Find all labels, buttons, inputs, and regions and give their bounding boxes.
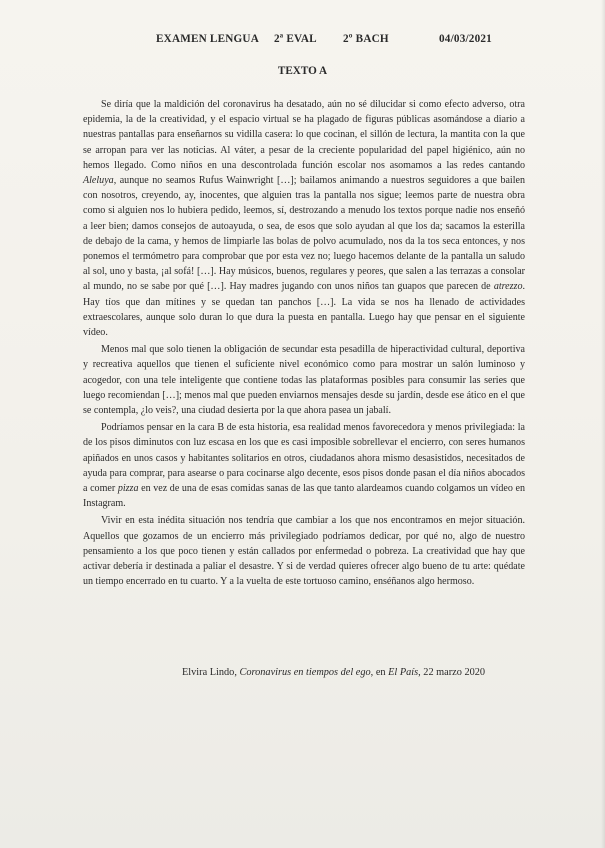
exam-evaluation: 2ª EVAL: [274, 33, 317, 45]
text-run: en vez de una de esas comidas sanas de las que tanto alardeamos cuando colgamos un vídeo en Instagram.: [83, 483, 525, 510]
text-run: Menos mal que solo tienen la obligación de secundar esta pesadilla de hiperactividad cultural, deportiva y recreativa aquellos que tienen el suficiente nivel económico como para mostrar un salón luminoso y acogedor, con una tele inteligente que contiene todas las plataformas posibles para consumir las series que luego recomiendan […]; menos mal que pueden enviarnos mensajes desde su jardín, desde ese ático en el que se contempla, ¿lo veis?, una ciudad desierta por la que ahora pasea un jabalí.: [83, 344, 525, 417]
text-run: , aunque no seamos Rufus Wainwright […]; bailamos animando a nuestros seguidores a que bailen con nosotros, creyendo, ay, inocentes, que alguien tras la pantalla nos sigue; leemos parte de nuestra obra como si alguien nos lo hubiera pedido, leemos, sí, destrozando a menudo los textos porque nadie nos enseñó a leer bien; damos consejos de autoayuda, o sea, de esos que solo ayudan al que los da; sacamos la esterilla de debajo de la cama, y hemos de limpiarle las bolas de polvo acumulado, nos da la tos seca entonces, y nos ponemos el termómetro para comprobar que por esta vez no; luego hacemos delante de la pantalla un saludo al sol, uno y basta, ¡al sofá! […]. Hay músicos, buenos, regulares y peores, que salen a las terrazas a consolar al mundo, no se sabe por qué […]. Hay madres jugando con unos niños tan guapos que parecen de: [83, 175, 525, 293]
paragraph: [83, 342, 525, 418]
exam-subject: EXAMEN LENGUA: [156, 33, 259, 45]
citation-date: , 22 marzo 2020: [418, 667, 486, 678]
exam-date: 04/03/2021: [439, 33, 492, 45]
citation-newspaper: El País: [388, 667, 419, 678]
text-run: Se diría que la maldición del coronavirus ha desatado, aún no sé dilucidar si como efecto adverso, otra epidemia, la de la creatividad, y el espacio virtual se ha plagado de figuras públicas asomándose a diario a nuestras pantallas para enseñarnos su vidilla casera: lo que cocinan, el sillón de lectura, la mantita con la que se arropan para ver las noticias. Al váter, a pesar de la creciente popularidad del papel higiénico, aún no hemos llegado. Como niños en una descontrolada función escolar nos asomamos a las redes cantando: [83, 99, 525, 171]
italic-term: pizza: [117, 483, 139, 495]
paragraph: [83, 97, 525, 340]
text-run: Vivir en esta inédita situación nos tendría que cambiar a los que nos encontramos en mejor situación. Aquellos que gozamos de un encierro más privilegiado podríamos dedicar, por qué no, algo de nuestro pensamiento a los que poco tienen y están callados por enfermedad o pobreza. La creatividad que hay que activar debería ir destinada a paliar el desastre. Y si de verdad quieres ofrecer algo bueno de tu arte: quédate un tiempo encerrado en tu cuarto. Y a la vuelta de este tortuoso camino, enséñanos algo hermoso.: [83, 515, 525, 588]
document-title: TEXTO A: [277, 65, 328, 77]
citation-connector: , en: [370, 667, 389, 678]
article-body: [83, 97, 525, 590]
citation-work: Coronavirus en tiempos del ego: [239, 667, 371, 678]
italic-term: atrezzo: [493, 281, 523, 293]
paragraph: [83, 513, 525, 589]
exam-course: 2º BACH: [343, 33, 389, 45]
citation-author: Elvira Lindo,: [182, 667, 240, 678]
scan-shadow: [601, 0, 605, 848]
italic-term: Aleluya: [83, 175, 114, 187]
text-run: . Hay tíos que dan mítines y se quedan tan panchos […]. La vida se nos ha llenado de actividades extraescolares, aunque solo duran lo que dura la puesta en pantalla. Luego hay que pensar en el siguiente vídeo.: [83, 281, 525, 339]
text-run: Podríamos pensar en la cara B de esta historia, esa realidad menos favorecedora y menos privilegiada: la de los pisos diminutos con luz escasa en los que es casi imposible sobrellevar el encierro, con seres humanos apiñados en unos casos y habitantes solitarios en otros, ciudadanos ahora mismo desasistidos, necesitados de ayuda para comprar, para asearse o para cocinarse algo decente, esos pisos donde pasan el día niños abocados a comer: [83, 422, 525, 495]
paragraph: [83, 420, 525, 511]
